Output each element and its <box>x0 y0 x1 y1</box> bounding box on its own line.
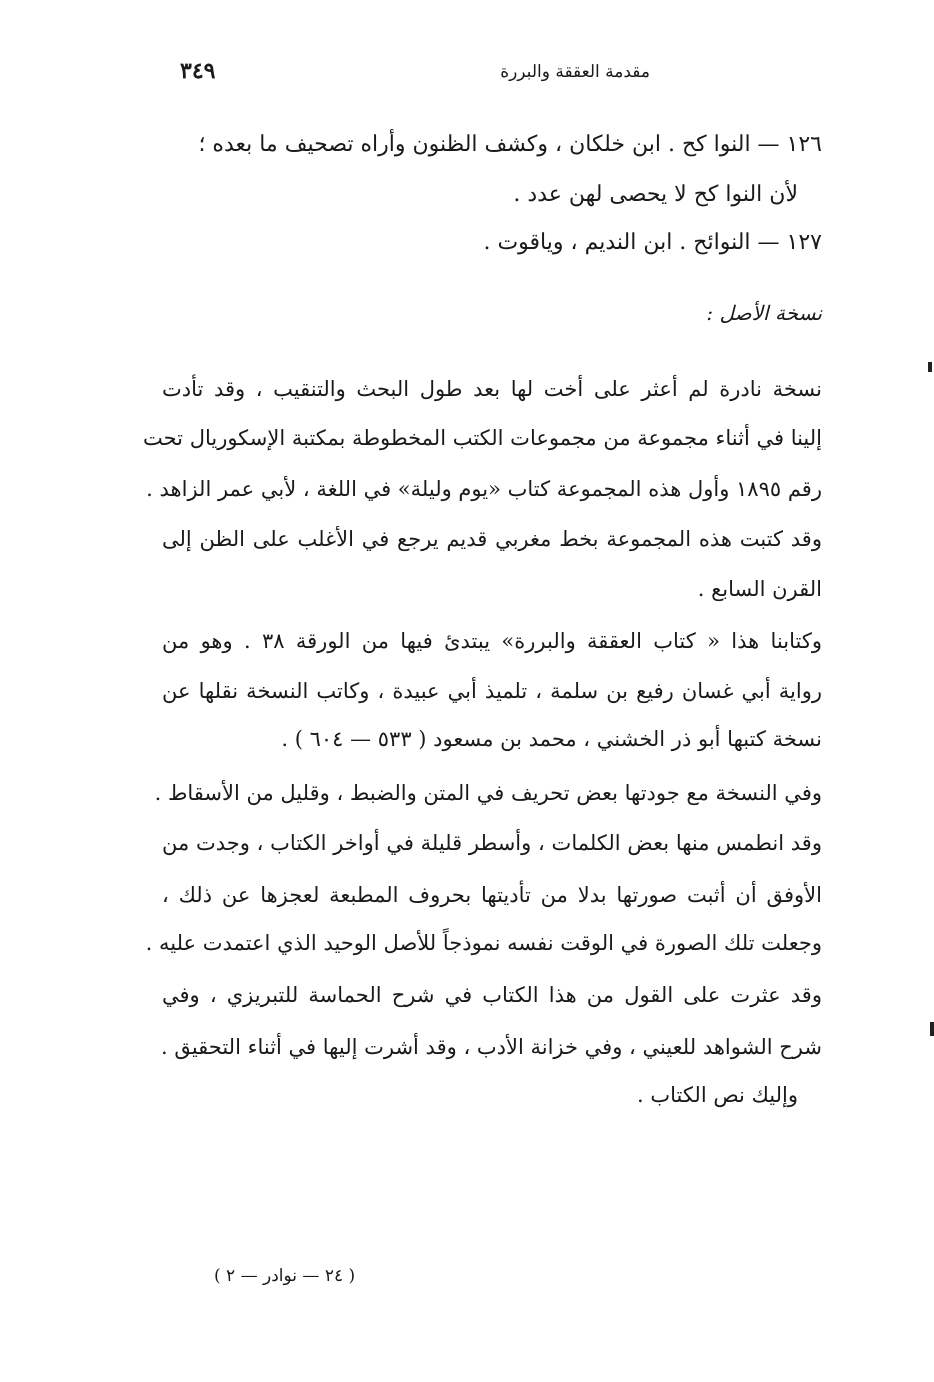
running-title: مقدمة العققة والبررة <box>500 62 650 82</box>
entry-126-line-2: لأن النوا كح لا يحصى لهن عدد . <box>513 182 798 207</box>
paragraph-1-line-2: إلينا في أثناء مجموعة من مجموعات الكتب المخطوطة بمكتبة الإسكوريال تحت <box>143 426 822 450</box>
page-header <box>170 58 820 92</box>
paragraph-2-line-2: رواية أبي غسان رفيع بن سلمة ، تلميذ أبي عبيدة ، وكاتب النسخة نقلها عن <box>162 679 822 703</box>
paragraph-1-line-4: وقد كتبت هذه المجموعة بخط مغربي قديم يرجع في الأغلب على الظن إلى <box>162 527 822 551</box>
paragraph-3-line-3: الأوفق أن أثبت صورتها بدلا من تأديتها بحروف المطبعة لعجزها عن ذلك ، <box>162 883 822 907</box>
section-heading: نسخة الأصل : <box>706 301 822 325</box>
entry-126-line-1: ١٢٦ — النوا كح . ابن خلكان ، وكشف الظنون وأراه تصحيف ما بعده ؛ <box>198 132 822 157</box>
paragraph-2-line-3: نسخة كتبها أبو ذر الخشني ، محمد بن مسعود ( ٥٣٣ — ٦٠٤ ) . <box>281 727 822 751</box>
paragraph-3-line-2: وقد انطمس منها بعض الكلمات ، وأسطر قليلة في أواخر الكتاب ، وجدت من <box>162 831 822 855</box>
paragraph-4-line-1: وقد عثرت على القول من هذا الكتاب في شرح الحماسة للتبريزي ، وفي <box>162 983 822 1007</box>
entry-127-line: ١٢٧ — النوائح . ابن النديم ، وياقوت . <box>483 230 822 255</box>
scan-mark-bottom <box>930 1022 934 1036</box>
page-number: ٣٤٩ <box>180 58 216 84</box>
paragraph-5-line-1: وإليك نص الكتاب . <box>636 1083 798 1107</box>
scan-mark-top <box>928 362 932 372</box>
paragraph-2-line-1: وكتابنا هذا « كتاب العققة والبررة» يبتدئ فيها من الورقة ٣٨ . وهو من <box>162 629 822 653</box>
paragraph-1-line-1: نسخة نادرة لم أعثر على أخت لها بعد طول البحث والتنقيب ، وقد تأدت <box>162 377 822 401</box>
signature-footer: ( ٢٤ — نوادر — ٢ ) <box>214 1266 356 1286</box>
paragraph-1-line-3: رقم ١٨٩٥ وأول هذه المجموعة كتاب «يوم وليلة» في اللغة ، لأبي عمر الزاهد . <box>146 477 822 501</box>
paragraph-3-line-4: وجعلت تلك الصورة في الوقت نفسه نموذجاً للأصل الوحيد الذي اعتمدت عليه . <box>145 931 822 955</box>
paragraph-4-line-2: شرح الشواهد للعيني ، وفي خزانة الأدب ، وقد أشرت إليها في أثناء التحقيق . <box>160 1035 822 1059</box>
paragraph-3-line-1: وفي النسخة مع جودتها بعض تحريف في المتن والضبط ، وقليل من الأسقاط . <box>154 781 822 805</box>
paragraph-1-line-5: القرن السابع . <box>697 577 822 601</box>
